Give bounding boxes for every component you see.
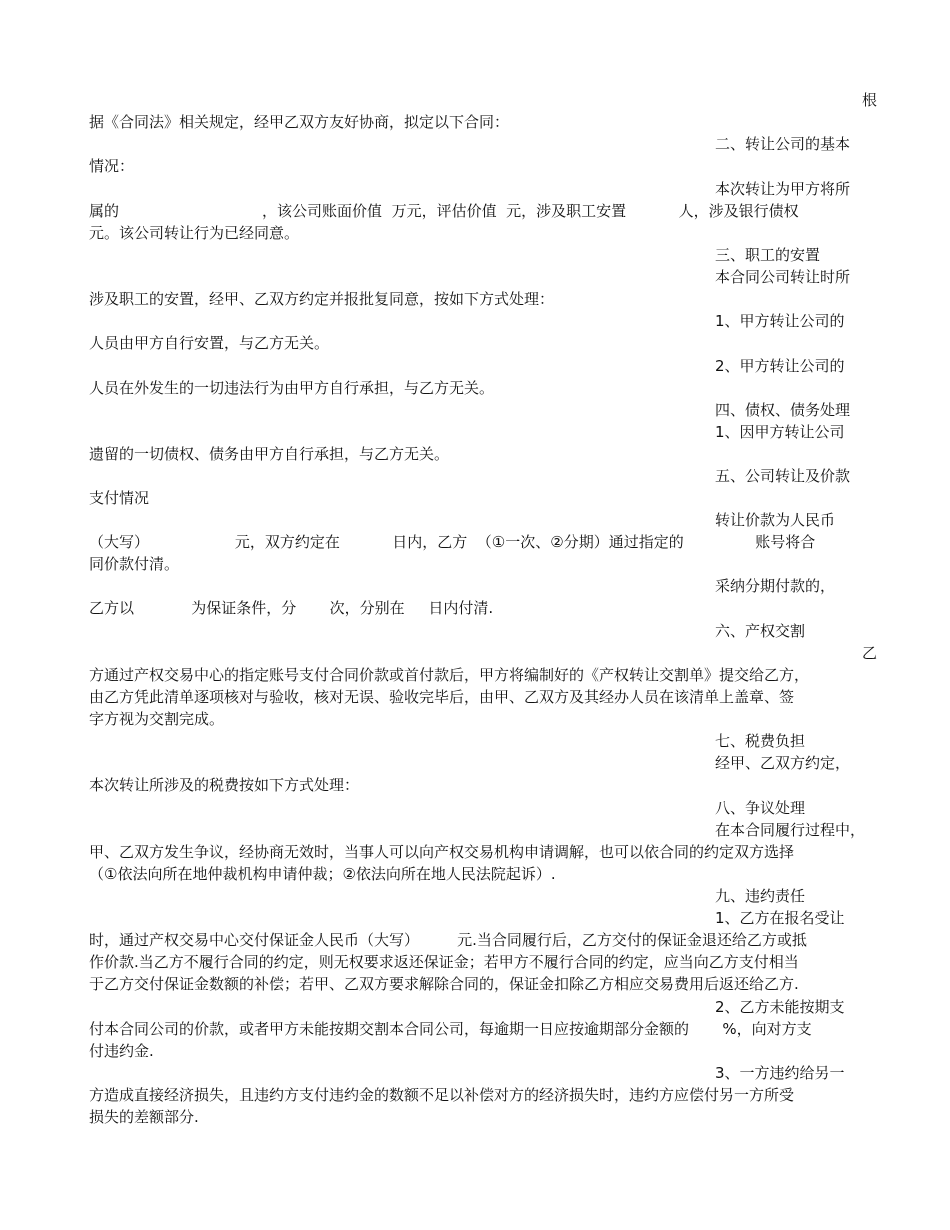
section-heading: 六、产权交割 <box>715 622 806 640</box>
section-heading: 二、转让公司的基本 <box>715 135 851 153</box>
text-line: 在本合同履行过程中， <box>715 821 866 839</box>
text-line: 转让价款为人民币 <box>715 511 836 529</box>
text-line: （大写） 元，双方约定在 日内，乙方 （①一次、②分期）通过指定的 账号将合 <box>89 533 816 551</box>
text-line: 本次转让为甲方将所 <box>715 180 851 198</box>
text-line: 乙方以 为保证条件，分 次，分别在 日内付清. <box>89 599 494 617</box>
text-line: 方通过产权交易中心的指定账号支付合同价款或首付款后，甲方将编制好的《产权转让交割单》提交给乙方， <box>89 666 810 684</box>
section-heading: 五、公司转让及价款 <box>715 467 851 485</box>
text-line: 本次转让所涉及的税费按如下方式处理： <box>89 776 360 794</box>
text-line: 2、乙方未能按期支 <box>715 998 845 1016</box>
text-line: 经甲、乙双方约定， <box>715 754 851 772</box>
text-line: 1、甲方转让公司的 <box>715 312 845 330</box>
text-line: 根 <box>862 91 878 109</box>
text-line: 方造成直接经济损失，且违约方支付违约金的数额不足以补偿对方的经济损失时，违约方应偿付另一方所受 <box>89 1086 795 1104</box>
text-line: 采纳分期付款的， <box>715 577 836 595</box>
text-line: 同价款付清。 <box>89 555 180 573</box>
text-line: 情况： <box>89 157 135 175</box>
text-line: 付本合同公司的价款，或者甲方未能按期交割本合同公司，每逾期一日应按逾期部分金额的 %，向对方支 <box>89 1020 812 1038</box>
text-line: 遗留的一切债权、债务由甲方自行承担，与乙方无关。 <box>89 445 450 463</box>
text-line: 付违约金. <box>89 1042 154 1060</box>
text-line: 本合同公司转让时所 <box>715 268 851 286</box>
text-line: 乙 <box>862 644 878 662</box>
text-line: 人员由甲方自行安置，与乙方无关。 <box>89 334 330 352</box>
text-line: 人员在外发生的一切违法行为由甲方自行承担，与乙方无关。 <box>89 379 495 397</box>
text-line: 涉及职工的安置，经甲、乙双方约定并报批复同意，按如下方式处理： <box>89 290 555 308</box>
text-line: 损失的差额部分. <box>89 1108 199 1126</box>
text-line: 字方视为交割完成。 <box>89 710 225 728</box>
text-line: 于乙方交付保证金数额的补偿；若甲、乙双方要求解除合同的，保证金扣除乙方相应交易费用后返还给乙方. <box>89 975 799 993</box>
text-line: 元。该公司转让行为已经同意。 <box>89 224 300 242</box>
text-line: 时，通过产权交易中心交付保证金人民币（大写） 元.当合同履行后，乙方交付的保证金退还给乙方或抵 <box>89 931 807 949</box>
text-line: 属的 ，该公司账面价值 万元，评估价值 元，涉及职工安置 人，涉及银行债权 <box>89 202 799 220</box>
text-line: 由乙方凭此清单逐项核对与验收，核对无误、验收完毕后，由甲、乙双方及其经办人员在该清单上盖章、签 <box>89 688 795 706</box>
text-line: 甲、乙双方发生争议，经协商无效时，当事人可以向产权交易机构申请调解，也可以依合同的约定双方选择 <box>89 843 795 861</box>
section-heading: 四、债权、债务处理 <box>715 401 851 419</box>
text-line: 3、一方违约给另一 <box>715 1064 845 1082</box>
text-line: 支付情况 <box>89 489 150 507</box>
section-heading: 三、职工的安置 <box>715 246 821 264</box>
text-line: 2、甲方转让公司的 <box>715 357 845 375</box>
text-line: 1、乙方在报名受让 <box>715 909 845 927</box>
text-line: 据《合同法》相关规定，经甲乙双方友好协商，拟定以下合同： <box>89 113 510 131</box>
text-line: （①依法向所在地仲裁机构申请仲裁；②依法向所在地人民法院起诉）. <box>89 865 556 883</box>
section-heading: 九、违约责任 <box>715 887 806 905</box>
text-line: 作价款.当乙方不履行合同的约定，则无权要求返还保证金；若甲方不履行合同的约定，应当向乙方支付相当 <box>89 953 799 971</box>
section-heading: 八、争议处理 <box>715 799 806 817</box>
text-line: 1、因甲方转让公司 <box>715 423 845 441</box>
section-heading: 七、税费负担 <box>715 732 806 750</box>
